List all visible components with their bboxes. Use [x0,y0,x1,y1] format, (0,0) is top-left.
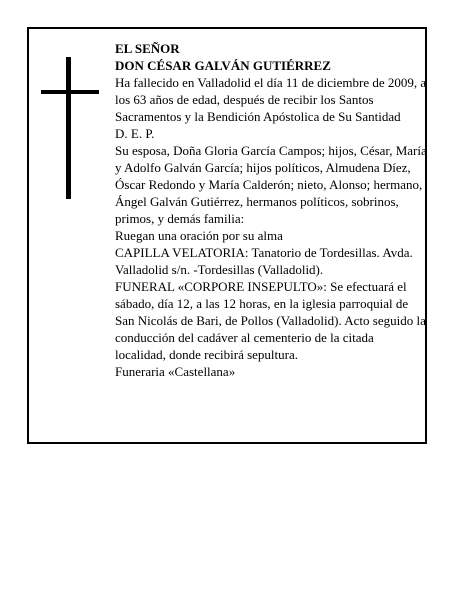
notice-title-line1: EL SEÑOR [115,41,180,56]
cross-icon [41,57,99,199]
cross-horizontal-bar [41,90,99,94]
wake-chapel-info: CAPILLA VELATORIA: Tanatorio de Tordesillas. Avda. Valladolid s/n. -Tordesillas (Valladolid). [115,245,413,277]
funeral-info: FUNERAL «CORPORE INSEPULTO»: Se efectuará el sábado, día 12, a las 12 horas, en la iglesia parroquial de San Nicolás de Bari, de Pollos (Valladolid). Acto seguido la conducción del cadáver al cementerio de la citada localidad, donde recibirá sepultura. [115,279,426,362]
dep-line: D. E. P. [115,126,155,141]
prayer-request: Ruegan una oración por su alma [115,228,283,243]
funeral-home: Funeraria «Castellana» [115,364,236,379]
obituary-notice [27,27,427,444]
death-announcement: Ha fallecido en Valladolid el día 11 de diciembre de 2009, a los 63 años de edad, después de recibir los Santos Sacramentos y la Bendición Apóstolica de Su Santidad [115,75,427,124]
deceased-name: DON CÉSAR GALVÁN GUTIÉRREZ [115,58,331,73]
family-list: Su esposa, Doña Gloria García Campos; hijos, César, María y Adolfo Galván García; hijos políticos, Almudena Díez, Óscar Redondo y María Calderón; nieto, Alonso; hermano, Ángel Galván Gutiérrez, hermanos políticos, sobrinos, primos, y demás familia: [115,143,427,226]
notice-text [115,40,427,380]
cross-vertical-bar [66,57,71,199]
